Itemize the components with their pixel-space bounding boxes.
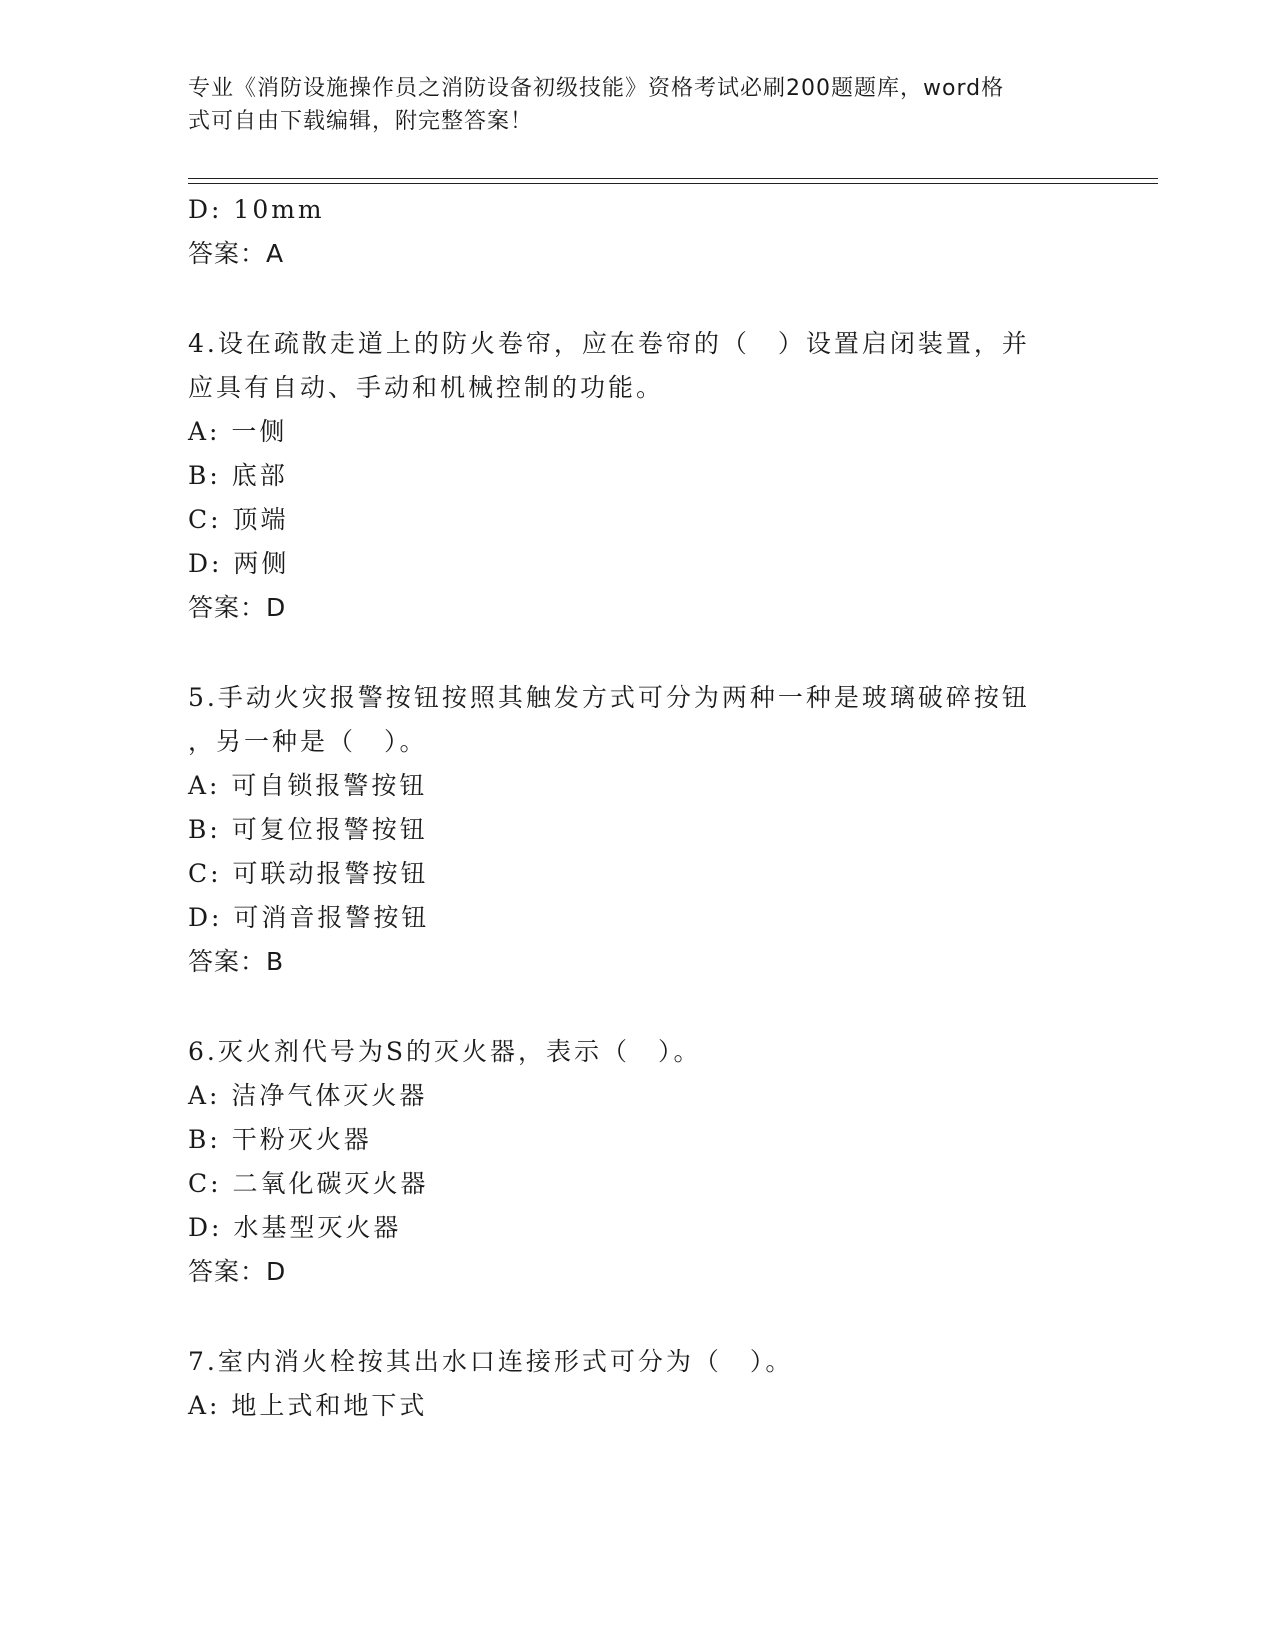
q6-option-c: C: 二氧化碳灭火器 <box>188 1169 429 1198</box>
q6-option-b: B: 干粉灭火器 <box>188 1125 372 1154</box>
q3-answer: 答案：A <box>188 239 285 268</box>
q6-option-a: A: 洁净气体灭火器 <box>188 1081 428 1110</box>
q4-option-a: A: 一侧 <box>188 417 288 446</box>
q5-answer: 答案：B <box>188 947 285 976</box>
q5-option-c: C: 可联动报警按钮 <box>188 859 429 888</box>
document-header <box>188 72 1068 138</box>
header-divider-top <box>188 178 1158 179</box>
q5-stem-line-2: ，另一种是（ ）。 <box>188 727 428 756</box>
q7-option-a: A: 地上式和地下式 <box>188 1391 428 1420</box>
q5-option-b: B: 可复位报警按钮 <box>188 815 428 844</box>
header-line-1: 专业《消防设施操作员之消防设备初级技能》资格考试必刷200题题库，word格 <box>188 76 1005 101</box>
q4-option-c: C: 顶端 <box>188 505 289 534</box>
q6-stem-line-1: 6.灭火剂代号为S的灭火器，表示（ ）。 <box>188 1037 702 1066</box>
q4-stem-line-1: 4.设在疏散走道上的防火卷帘，应在卷帘的（ ）设置启闭装置，并 <box>188 329 1030 358</box>
q5-option-a: A: 可自锁报警按钮 <box>188 771 428 800</box>
q5-option-d: D: 可消音报警按钮 <box>188 903 430 932</box>
q3-option-d: D: 10mm <box>188 195 325 224</box>
q4-option-d: D: 两侧 <box>188 549 290 578</box>
q6-answer: 答案：D <box>188 1257 287 1286</box>
q5-stem-line-1: 5.手动火灾报警按钮按照其触发方式可分为两种一种是玻璃破碎按钮 <box>188 683 1030 712</box>
q4-stem-line-2: 应具有自动、手动和机械控制的功能。 <box>188 373 665 402</box>
q4-option-b: B: 底部 <box>188 461 288 490</box>
q6-option-d: D: 水基型灭火器 <box>188 1213 402 1242</box>
q4-answer: 答案：D <box>188 593 287 622</box>
header-divider-bottom <box>188 183 1158 184</box>
header-line-2: 式可自由下载编辑，附完整答案！ <box>188 109 534 134</box>
q7-stem-line-1: 7.室内消火栓按其出水口连接形式可分为（ ）。 <box>188 1347 794 1376</box>
